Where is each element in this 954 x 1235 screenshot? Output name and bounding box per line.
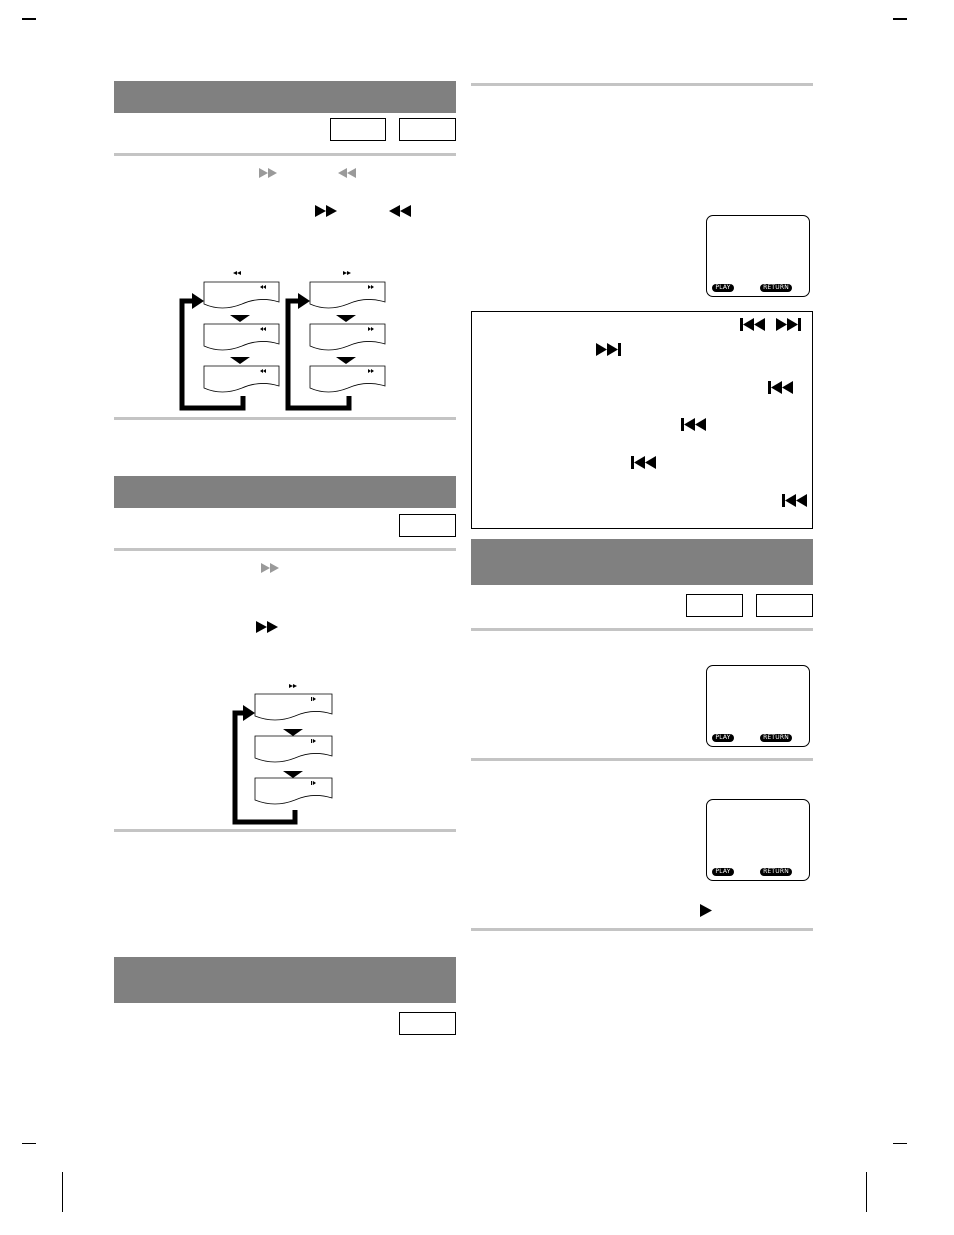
skip-back-icon [782,494,810,507]
play-label: PLAY [712,734,734,742]
fast-reverse-icon [389,205,411,217]
crop-mark [893,1143,907,1144]
fast-forward-icon [315,205,337,217]
disc-type-badge [756,594,813,617]
fast-forward-icon [259,168,277,178]
crop-mark [866,1172,867,1212]
crop-mark [22,18,36,20]
speed-cycle-diagram [170,262,400,414]
slow-speed-cycle-diagram [225,676,345,828]
disc-type-badge [399,514,456,537]
section-banner-resume [471,539,813,585]
section-divider [114,829,456,832]
tv-screen [706,799,810,881]
disc-type-badge [399,118,456,141]
disc-type-badge [686,594,743,617]
section-divider [471,83,813,86]
skip-forward-icon [776,318,804,331]
section-divider [471,758,813,761]
section-banner-slow-motion [114,476,456,508]
tv-screen [706,665,810,747]
skip-back-icon [681,418,709,431]
fast-forward-icon [261,563,279,573]
play-icon [700,904,712,917]
return-label: RETURN [760,284,792,292]
fast-reverse-icon [338,168,356,178]
crop-mark [893,18,907,20]
skip-info-box [471,311,813,529]
crop-mark [62,1172,63,1212]
section-divider [114,548,456,551]
section-divider [114,417,456,420]
skip-back-icon [631,456,659,469]
skip-back-icon [768,381,796,394]
section-banner-step-play [114,957,456,1003]
return-label: RETURN [760,868,792,876]
disc-type-badge [330,118,386,141]
section-divider [471,928,813,931]
return-label: RETURN [760,734,792,742]
tv-screen [706,215,810,297]
skip-back-icon [740,318,768,331]
disc-type-badge [399,1012,456,1035]
section-divider [114,153,456,156]
section-banner-fast-search [114,81,456,113]
skip-forward-icon [596,343,624,356]
play-label: PLAY [712,284,734,292]
fast-forward-icon [256,621,278,633]
play-label: PLAY [712,868,734,876]
crop-mark [22,1143,36,1144]
section-divider [471,628,813,631]
